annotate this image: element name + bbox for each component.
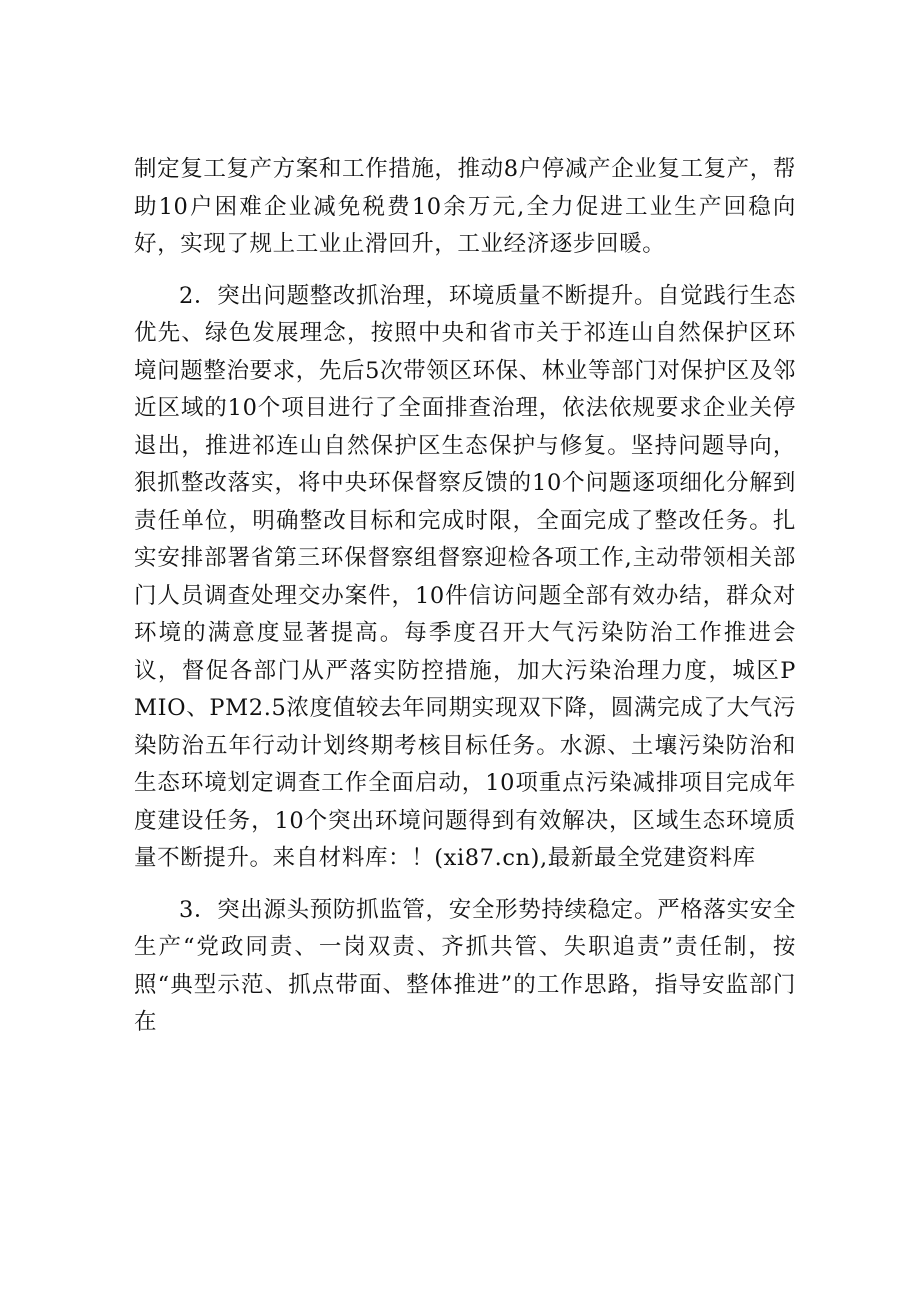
paragraph-safety-supervision: 3．突出源头预防抓监管，安全形势持续稳定。严格落实安全生产“党政同责、一岗双责、齐抓共管、失职追责”责任制，按照“典型示范、抓点带面、整体推进”的工作思路，指导安监部门在 (134, 896, 796, 1035)
document-body (134, 151, 796, 1056)
paragraph-industry-recovery: 制定复工复产方案和工作措施，推动8户停减产企业复工复产，帮助10户困难企业减免税费10余万元,全力促进工业生产回稳向好，实现了规上工业止滑回升，工业经济逐步回暖。 (134, 156, 796, 257)
paragraph-environment-rectification: 2．突出问题整改抓治理，环境质量不断提升。自觉践行生态优先、绿色发展理念，按照中央和省市关于祁连山自然保护区环境问题整治要求，先后5次带领区环保、林业等部门对保护区及邻近区域的10个项目进行了全面排查治理，依法依规要求企业关停退出，推进祁连山自然保护区生态保护与修复。坚持问题导向，狠抓整改落实，将中央环保督察反馈的10个问题逐项细化分解到责任单位，明确整改目标和完成时限，全面完成了整改任务。扎实安排部署省第三环保督察组督察迎检各项工作,主动带领相关部门人员调查处理交办案件，10件信访问题全部有效办结，群众对环境的满意度显著提高。每季度召开大气污染防治工作推进会议，督促各部门从严落实防控措施，加大污染治理力度，城区PMIO、PM2.5浓度值较去年同期实现双下降，圆满完成了大气污染防治五年行动计划终期考核目标任务。水源、土壤污染防治和生态环境划定调查工作全面启动，10项重点污染减排项目完成年度建设任务，10个突出环境问题得到有效解决，区域生态环境质量不断提升。来自材料库：！(xi87.cn),最新最全党建资料库 (134, 282, 796, 871)
